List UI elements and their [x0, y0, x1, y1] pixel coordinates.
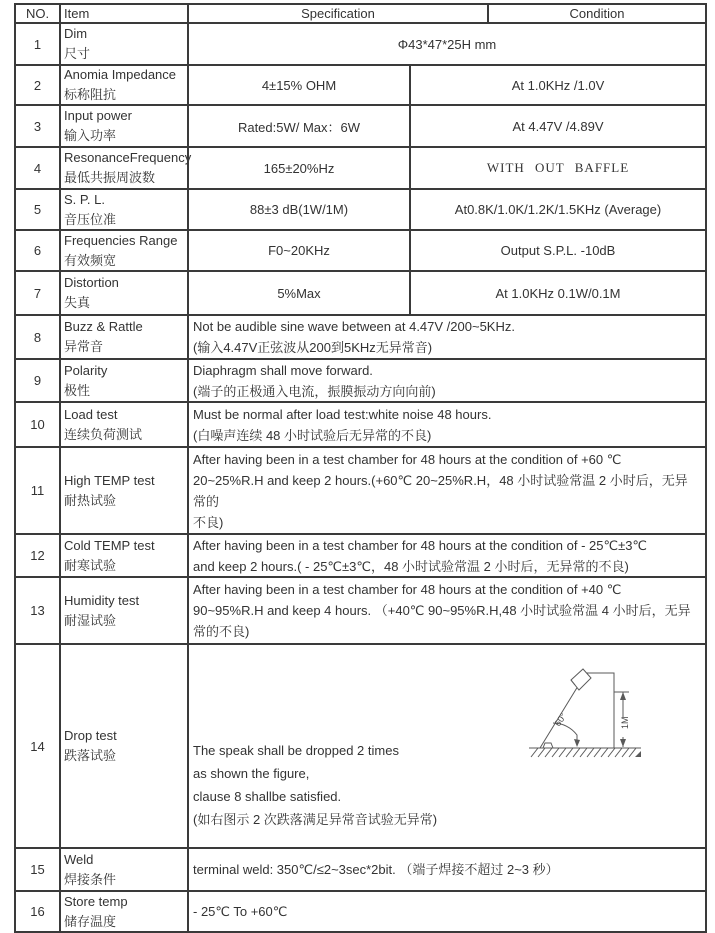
item-zh: 储存温度 — [64, 913, 117, 929]
item-cell — [59, 360, 187, 401]
spec-line: and keep 2 hours.( - 25℃±3℃，48 小时试验常温 2 小时后，无异常的不良) — [193, 558, 629, 574]
item-zh: 焊接条件 — [64, 871, 117, 887]
item-cell — [59, 231, 187, 270]
table-row — [16, 358, 705, 401]
row-no: 7 — [33, 285, 42, 301]
spec-line: After having been in a test chamber for 48 hours at the condition of +60 ℃ — [193, 451, 622, 467]
condition-cell: At 1.0KHz 0.1W/0.1M — [409, 272, 705, 314]
item-cell — [59, 66, 187, 104]
header-specification: Specification — [187, 5, 487, 22]
item-en: Distortion — [64, 275, 119, 290]
item-cell — [59, 190, 187, 229]
item-cell — [59, 645, 187, 847]
spec-cell: 5%Max — [187, 272, 409, 314]
item-en: S. P. L. — [64, 191, 105, 207]
item-en: Cold TEMP test — [64, 537, 155, 553]
item-zh: 耐寒试验 — [64, 557, 117, 573]
row-no: 11 — [30, 483, 45, 498]
header-condition: Condition — [487, 5, 705, 22]
item-zh: 极性 — [64, 382, 91, 398]
item-en: Weld — [64, 851, 94, 867]
merged-text-cell — [187, 360, 705, 401]
item-cell — [59, 535, 187, 576]
merged-text-cell — [187, 535, 705, 576]
table-row — [16, 270, 705, 314]
item-zh: 输入功率 — [64, 128, 117, 143]
table-row — [16, 229, 705, 270]
merged-value-cell: Φ43*47*25H mm — [187, 24, 705, 64]
item-cell — [59, 448, 187, 533]
merged-text-cell — [187, 448, 705, 533]
drop-test-cell — [187, 645, 705, 847]
row-no: 9 — [33, 373, 42, 388]
drop-test-figure — [529, 665, 659, 770]
table-row — [16, 533, 705, 576]
table-row — [16, 847, 705, 890]
item-zh: 有效频宽 — [64, 252, 117, 268]
condition-cell: WITH OUT BAFFLE — [409, 148, 705, 188]
table-row — [16, 401, 705, 446]
row-no: 5 — [33, 202, 42, 217]
merged-text-cell — [187, 403, 705, 446]
spec-line: After having been in a test chamber for 48 hours at the condition of - 25℃±3℃ — [193, 537, 648, 553]
condition-cell: At 1.0KHz /1.0V — [409, 66, 705, 104]
merged-text-cell — [187, 578, 705, 643]
item-cell — [59, 403, 187, 446]
table-row — [16, 446, 705, 533]
item-en: Input power — [64, 108, 132, 123]
stand-foot — [543, 743, 553, 748]
item-cell — [59, 892, 187, 931]
item-en: Frequencies Range — [64, 232, 178, 248]
hatch-end-mark — [635, 751, 641, 757]
spec-line: The speak shall be dropped 2 times — [193, 743, 399, 758]
spec-line: 90~95%R.H and keep 4 hours. （+40℃ 90~95%R.H,48 小时试验常温 4 小时后，无异 — [193, 603, 691, 618]
drop-test-diagram — [529, 665, 659, 770]
spec-line: as shown the figure, — [193, 766, 310, 781]
spec-line: (输入4.47V正弦波从200到5KHz无异常音) — [193, 340, 433, 355]
row-no: 12 — [30, 548, 45, 563]
row-no: 8 — [33, 329, 42, 345]
condition-cell: At0.8K/1.0K/1.2K/1.5KHz (Average) — [409, 190, 705, 229]
spec-table — [14, 3, 707, 933]
spec-cell: Rated:5W/ Max：6W — [187, 106, 409, 146]
item-cell — [59, 272, 187, 314]
item-en: Buzz & Rattle — [64, 319, 143, 334]
item-zh: 失真 — [64, 295, 91, 310]
merged-text-cell — [187, 316, 705, 358]
table-row — [16, 576, 705, 643]
item-cell — [59, 24, 187, 64]
header-no: NO. — [25, 6, 50, 21]
item-en: Anomia Impedance — [64, 67, 177, 82]
spec-line: (白噪声连续 48 小时试验后无异常的不良) — [193, 427, 432, 443]
spec-line: Not be audible sine wave between at 4.47V /200~5KHz. — [193, 319, 515, 334]
item-en: ResonanceFrequency — [64, 150, 192, 165]
row-no: 15 — [30, 862, 45, 877]
dimension-arrow-up — [620, 692, 626, 700]
spec-line: After having been in a test chamber for 48 hours at the condition of +40 ℃ — [193, 582, 622, 597]
header-item: Item — [59, 5, 187, 22]
table-row — [16, 104, 705, 146]
item-en: Humidity test — [64, 592, 140, 608]
spec-cell: F0~20KHz — [187, 231, 409, 270]
spec-line: clause 8 shallbe satisfied. — [193, 789, 342, 804]
item-en: Drop test — [64, 728, 117, 743]
item-cell — [59, 148, 192, 188]
row-no: 3 — [33, 118, 42, 134]
spec-line: 20~25%R.H and keep 2 hours.(+60℃ 20~25%R.H，48 小时试验常温 2 小时后，无异 — [193, 472, 688, 488]
item-zh: 最低共振周波数 — [64, 170, 156, 185]
table-row — [16, 22, 705, 64]
row-no: 4 — [33, 160, 42, 176]
angle-label: 60° — [552, 711, 569, 729]
speaker-box — [571, 669, 591, 690]
spec-line: (如右图示 2 次跌落满足异常音试验无异常) — [193, 812, 438, 827]
table-row — [16, 643, 705, 847]
table-row — [16, 890, 705, 931]
item-zh: 连续负荷测试 — [64, 426, 143, 442]
item-en: Store temp — [64, 893, 128, 909]
item-cell — [59, 849, 187, 890]
spec-cell: 4±15% OHM — [187, 66, 409, 104]
spec-line: Must be normal after load test:white noise 48 hours. — [193, 406, 492, 422]
item-zh: 耐湿试验 — [64, 612, 117, 628]
table-row — [16, 188, 705, 229]
row-no: 1 — [33, 36, 42, 52]
spec-line: Diaphragm shall move forward. — [193, 362, 373, 378]
table-row — [16, 64, 705, 104]
item-en: Load test — [64, 406, 118, 422]
item-cell — [59, 106, 187, 146]
table-row — [16, 314, 705, 358]
table-row — [16, 146, 705, 188]
item-zh: 耐热试验 — [64, 492, 117, 508]
item-en: Dim — [64, 26, 88, 41]
table-header-row — [16, 5, 705, 22]
item-en: Polarity — [64, 362, 108, 378]
row-no: 16 — [30, 904, 45, 919]
item-cell — [59, 578, 187, 643]
angle-arrow — [574, 739, 580, 747]
item-zh: 异常音 — [64, 339, 104, 354]
spec-cell: 165±20%Hz — [187, 148, 409, 188]
condition-cell: Output S.P.L. -10dB — [409, 231, 705, 270]
item-en: High TEMP test — [64, 472, 155, 488]
row-no: 2 — [33, 77, 42, 93]
row-no: 10 — [30, 417, 45, 432]
item-cell — [59, 316, 187, 358]
spec-line: 常的 — [193, 493, 220, 509]
spec-cell: 88±3 dB(1W/1M) — [187, 190, 409, 229]
row-no: 13 — [30, 603, 45, 618]
row-no: 14 — [30, 738, 45, 754]
drop-test-text — [193, 739, 437, 831]
ground-hatching — [531, 748, 636, 757]
spec-line: 常的不良) — [193, 624, 250, 639]
merged-text-cell: terminal weld: 350℃/≤2~3sec*2bit. （端子焊接不超过 2~3 秒） — [187, 849, 705, 890]
dimension-arrow-down — [620, 739, 626, 747]
row-no: 6 — [33, 243, 42, 258]
item-zh: 跌落试验 — [64, 748, 117, 763]
merged-text-cell: - 25℃ To +60℃ — [187, 892, 705, 931]
spec-line: 不良) — [193, 514, 224, 530]
condition-cell: At 4.47V /4.89V — [409, 106, 705, 146]
item-zh: 标称阻抗 — [64, 87, 117, 102]
item-zh: 音压位准 — [64, 211, 117, 227]
spec-line: (端子的正极通入电流，振膜振动方向向前) — [193, 383, 436, 399]
height-label: 1M — [620, 716, 630, 729]
item-zh: 尺寸 — [64, 46, 91, 61]
